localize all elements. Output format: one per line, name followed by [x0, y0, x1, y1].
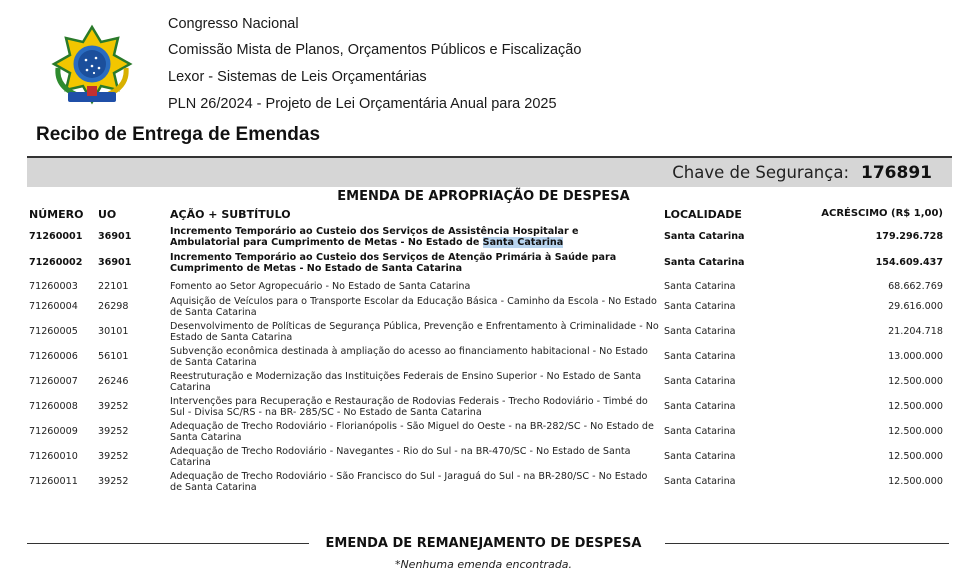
row-acao: Incremento Temporário ao Custeio dos Serviços de Atenção Primária à Saúde para Cumprimento de Metas - No Estado de Santa Catarina	[170, 252, 617, 274]
row-acao: Reestruturação e Modernização das Instituições Federais de Ensino Superior - No Estado de Santa Catarina	[170, 371, 642, 393]
appropriation-section-title: EMENDA DE APROPRIAÇÃO DE DESPESA	[0, 189, 967, 204]
row-localidade: Santa Catarina	[664, 376, 736, 387]
row-acao: Subvenção econômica destinada à ampliação do acesso ao financiamento habitacional - No Estado de Santa Catarina	[170, 346, 648, 368]
col-header-acao: AÇÃO + SUBTÍTULO	[170, 208, 291, 221]
row-uo: 30101	[98, 326, 129, 337]
row-uo: 22101	[98, 281, 129, 292]
row-localidade: Santa Catarina	[664, 401, 736, 412]
row-numero: 71260006	[29, 351, 78, 362]
row-uo: 26246	[98, 376, 129, 387]
row-acao: Aquisição de Veículos para o Transporte Escolar da Educação Básica - Caminho da Escola - No Estado de Santa Catarina	[170, 296, 657, 318]
header-system: Lexor - Sistemas de Leis Orçamentárias	[168, 69, 427, 85]
header-commission: Comissão Mista de Planos, Orçamentos Públicos e Fiscalização	[168, 42, 582, 58]
row-acrescimo: 21.204.718	[888, 326, 943, 337]
security-key-value: 176891	[861, 163, 932, 183]
row-uo: 39252	[98, 476, 129, 487]
row-uo: 39252	[98, 451, 129, 462]
row-acao: Adequação de Trecho Rodoviário - Florianópolis - São Miguel do Oeste - na BR-282/SC - No Estado de Santa Catarina	[170, 421, 654, 443]
row-acrescimo: 12.500.000	[888, 451, 943, 462]
row-numero: 71260008	[29, 401, 78, 412]
col-header-numero: NÚMERO	[29, 208, 84, 221]
row-acrescimo: 13.000.000	[888, 351, 943, 362]
empty-message: *Nenhuma emenda encontrada.	[394, 558, 573, 571]
row-acao: Adequação de Trecho Rodoviário - São Francisco do Sul - Jaraguá do Sul - na BR-280/SC - No Estado de Santa Catarina	[170, 471, 648, 493]
row-localidade: Santa Catarina	[664, 351, 736, 362]
row-acrescimo: 12.500.000	[888, 376, 943, 387]
row-numero: 71260009	[29, 426, 78, 437]
row-localidade: Santa Catarina	[664, 326, 736, 337]
brazil-coat-of-arms-icon	[50, 24, 134, 108]
page-title: Recibo de Entrega de Emendas	[36, 124, 321, 145]
row-localidade: Santa Catarina	[664, 257, 745, 268]
row-acrescimo: 29.616.000	[888, 301, 943, 312]
row-numero: 71260011	[29, 476, 78, 487]
row-acrescimo: 12.500.000	[888, 401, 943, 412]
row-uo: 26298	[98, 301, 129, 312]
row-acao: Incremento Temporário ao Custeio dos Serviços de Assistência Hospitalar e Ambulatorial para Cumprimento de Metas - No Estado de Santa Catarina	[170, 226, 579, 248]
row-acrescimo: 68.662.769	[888, 281, 943, 292]
row-numero: 71260007	[29, 376, 78, 387]
row-numero: 71260010	[29, 451, 78, 462]
row-acrescimo: 12.500.000	[888, 426, 943, 437]
row-acao: Adequação de Trecho Rodoviário - Navegantes - Rio do Sul - na BR-470/SC - No Estado de Santa Catarina	[170, 446, 631, 468]
row-acrescimo: 12.500.000	[888, 476, 943, 487]
row-uo: 39252	[98, 401, 129, 412]
reallocation-section-title: EMENDA DE REMANEJAMENTO DE DESPESA	[0, 536, 967, 551]
security-key-label: Chave de Segurança:	[672, 163, 850, 182]
row-numero: 71260005	[29, 326, 78, 337]
row-localidade: Santa Catarina	[664, 476, 736, 487]
row-localidade: Santa Catarina	[664, 281, 736, 292]
row-localidade: Santa Catarina	[664, 426, 736, 437]
row-localidade: Santa Catarina	[664, 301, 736, 312]
col-header-uo: UO	[98, 208, 117, 221]
highlighted-text: Santa Catarina	[482, 236, 564, 248]
row-acrescimo: 179.296.728	[875, 231, 943, 242]
security-key-band	[27, 156, 952, 187]
header-org: Congresso Nacional	[168, 16, 299, 32]
row-numero: 71260003	[29, 281, 78, 292]
row-uo: 36901	[98, 257, 132, 268]
row-uo: 56101	[98, 351, 129, 362]
row-acao: Fomento ao Setor Agropecuário - No Estado de Santa Catarina	[170, 281, 471, 292]
row-numero: 71260002	[29, 257, 83, 268]
row-acrescimo: 154.609.437	[875, 257, 943, 268]
row-localidade: Santa Catarina	[664, 231, 745, 242]
security-key	[672, 163, 932, 183]
row-acao: Desenvolvimento de Políticas de Segurança Pública, Prevenção e Enfrentamento à Criminalidade - No Estado de Santa Catarina	[170, 321, 659, 343]
row-numero: 71260004	[29, 301, 78, 312]
row-localidade: Santa Catarina	[664, 451, 736, 462]
row-uo: 39252	[98, 426, 129, 437]
col-header-localidade: LOCALIDADE	[664, 208, 742, 221]
row-acao: Intervenções para Recuperação e Restauração de Rodovias Federais - Trecho Rodoviário - Timbé do Sul - Divisa SC/RS - na BR- 285/SC - No Estado de Santa Catarina	[170, 396, 648, 418]
row-uo: 36901	[98, 231, 132, 242]
header-bill: PLN 26/2024 - Projeto de Lei Orçamentária Anual para 2025	[168, 96, 557, 112]
row-numero: 71260001	[29, 231, 83, 242]
col-header-acrescimo: ACRÉSCIMO (R$ 1,00)	[821, 208, 943, 219]
